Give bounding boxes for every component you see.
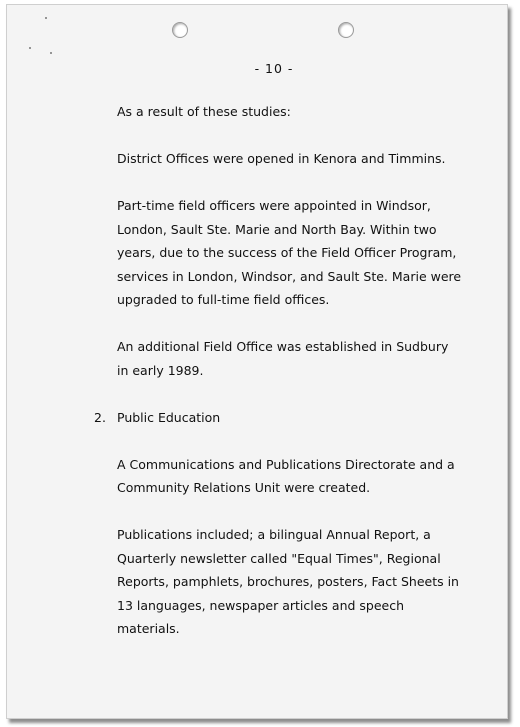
punch-hole-right [338, 22, 354, 38]
paragraph-publications: Publications included; a bilingual Annual Report, a Quarterly newsletter called "Equal Times", Regional Reports, pamphlets, brochures, posters, Fact Sheets in 13 languages, newspaper articles and speech materials. [117, 527, 459, 636]
paragraph-field-officers: Part-time field officers were appointed in Windsor, London, Sault Ste. Marie and North Bay. Within two years, due to the success of the Field Officer Program, services in London, Windsor, and Sault Ste. Marie were upgraded to full-time field offices. [117, 198, 462, 307]
section-title: Public Education [117, 409, 221, 425]
paragraph-communications: A Communications and Publications Directorate and a Community Relations Unit were created. [117, 456, 455, 495]
section-number: 2. [94, 409, 106, 425]
section-heading [94, 406, 462, 430]
punch-hole-left [172, 22, 188, 38]
paper-speck [45, 17, 47, 19]
paper-speck [29, 47, 31, 49]
paragraph-sudbury-office: An additional Field Office was established in Sudbury in early 1989. [117, 339, 449, 378]
page-number: - 10 - [254, 61, 294, 76]
paper-speck [50, 52, 52, 54]
paragraph-district-offices: District Offices were opened in Kenora and Timmins. [117, 151, 446, 166]
page-content [94, 100, 462, 664]
document-page [6, 4, 508, 719]
paragraph-intro: As a result of these studies: [117, 104, 291, 119]
